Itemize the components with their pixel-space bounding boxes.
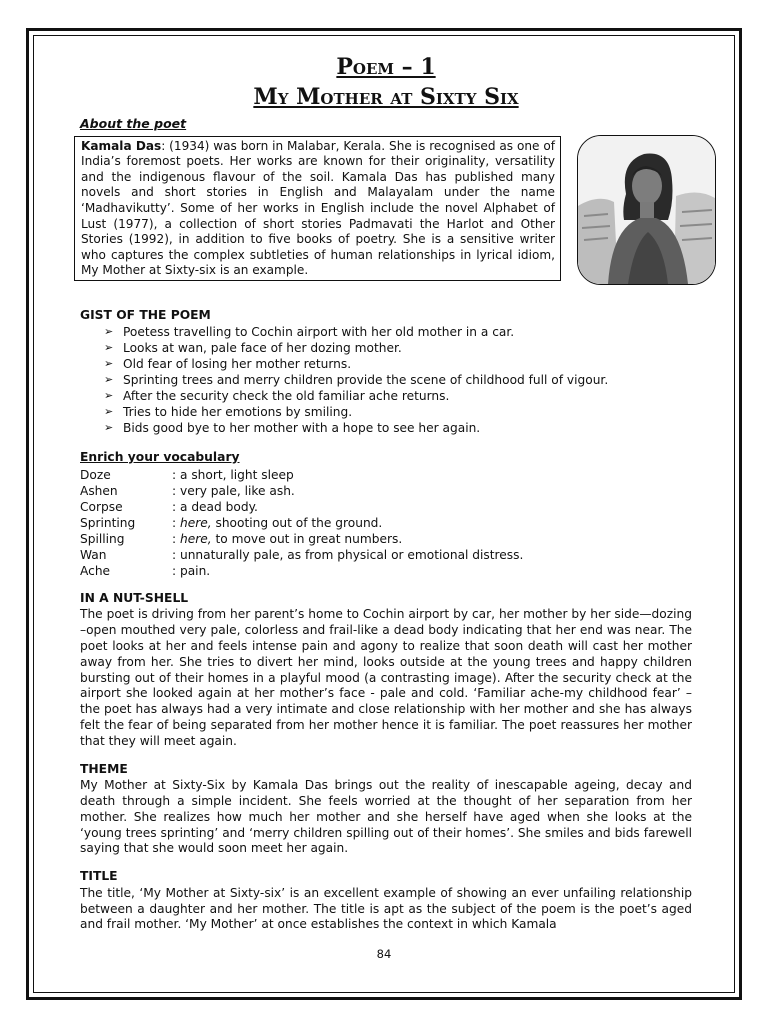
arrow-bullet-icon: ➢	[104, 389, 114, 403]
vocabulary-table	[80, 467, 523, 579]
table-row: Wan : unnaturally pale, as from physical or emotional distress.	[80, 547, 524, 562]
list-item: ➢ Old fear of losing her mother returns.	[104, 357, 352, 372]
about-poet-text: : (1934) was born in Malabar, Kerala. She is recognised as one of India’s foremost poets. Her works are known for their originality, versatility and the indigenous flavour of the soil. Kamala Das has published many novels and short stories in English and Malayalam under the name ‘Madhavikutty’. Some of her works in English include the novel Alphabet of Lust (1977), a collection of short stories Padmavati the Harlot and Other Stories (1992), in addition to five books of poetry. She is a sensitive writer who captures the complex subtleties of human relationships in lyrical idiom, My Mother at Sixty-six is an example.	[81, 138, 555, 278]
poet-portrait-image	[578, 136, 715, 284]
poem-number-title: Poem – 1	[336, 54, 436, 80]
list-item: ➢ Sprinting trees and merry children provide the scene of childhood full of vigour.	[104, 373, 609, 388]
list-item: ➢ Poetess travelling to Cochin airport with her old mother in a car.	[104, 325, 515, 340]
title-section-heading: TITLE	[80, 869, 118, 884]
arrow-bullet-icon: ➢	[104, 373, 114, 387]
table-row: Spilling : here, to move out in great numbers.	[80, 531, 403, 546]
table-row: Ashen : very pale, like ash.	[80, 483, 295, 498]
table-row: Ache : pain.	[80, 563, 211, 578]
poet-name: Kamala Das	[81, 138, 162, 153]
title-section-text: The title, ‘My Mother at Sixty-six’ is an excellent example of showing an ever unfailing relationship between a daughter and her mother. The title is apt as the subject of the poem is the poet’s aged and frail mother. ‘My Mother’ at once establishes the context in which Kamala	[80, 885, 692, 932]
arrow-bullet-icon: ➢	[104, 341, 114, 355]
list-item: ➢ After the security check the old familiar ache returns.	[104, 389, 450, 404]
list-item: ➢ Bids good bye to her mother with a hope to see her again.	[104, 421, 481, 436]
table-row: Doze : a short, light sleep	[80, 467, 294, 482]
page-content	[80, 52, 692, 933]
poem-title: My Mother at Sixty Six	[253, 84, 519, 110]
table-row: Corpse : a dead body.	[80, 499, 258, 514]
vocabulary-heading: Enrich your vocabulary	[80, 450, 240, 465]
arrow-bullet-icon: ➢	[104, 325, 114, 339]
gist-heading: GIST OF THE POEM	[80, 307, 211, 322]
theme-text: My Mother at Sixty-Six by Kamala Das brings out the reality of inescapable ageing, decay and death through a simple incident. She feels worried at the thought of her separation from her mother. She realizes how much her mother and she herself have aged when she looks at the ‘young trees sprinting’ and ‘merry children spilling out of their homes’. She smiles and bids farewell saying that she would soon meet her again.	[80, 778, 692, 856]
poet-photo	[577, 135, 716, 285]
about-poet-section	[80, 136, 692, 300]
nutshell-text: The poet is driving from her parent’s home to Cochin airport by car, her mother by her side—dozing –open mouthed very pale, colorless and frail-like a dead body indicating that her end was near. The poet looks at her and feels intense pain and agony to realize that soon death will cast her mother away from her. She tries to divert her mind, looks outside at the young trees and happy children bursting out of their homes in a playful mood (a contrasting image). After the security check at the airport she looked again at her mother’s face - pale and cold. ‘Familiar ache-my childhood fear’ – the poet has always had a very intimate and close relationship with her mother and she has always felt the fear of being separated from her mother hence it is familiar. The poet reassures her mother that they will meet again.	[80, 607, 692, 748]
arrow-bullet-icon: ➢	[104, 405, 114, 419]
list-item: ➢ Looks at wan, pale face of her dozing mother.	[104, 341, 402, 356]
page-number: 84	[376, 947, 392, 961]
arrow-bullet-icon: ➢	[104, 421, 114, 435]
gist-list	[80, 324, 692, 436]
theme-heading: THEME	[80, 761, 128, 776]
nutshell-heading: IN A NUT-SHELL	[80, 590, 189, 605]
about-poet-box	[74, 136, 561, 281]
arrow-bullet-icon: ➢	[104, 357, 114, 371]
table-row: Sprinting : here, shooting out of the ground.	[80, 515, 383, 530]
about-poet-heading: About the poet	[80, 116, 187, 131]
list-item: ➢ Tries to hide her emotions by smiling.	[104, 405, 353, 420]
